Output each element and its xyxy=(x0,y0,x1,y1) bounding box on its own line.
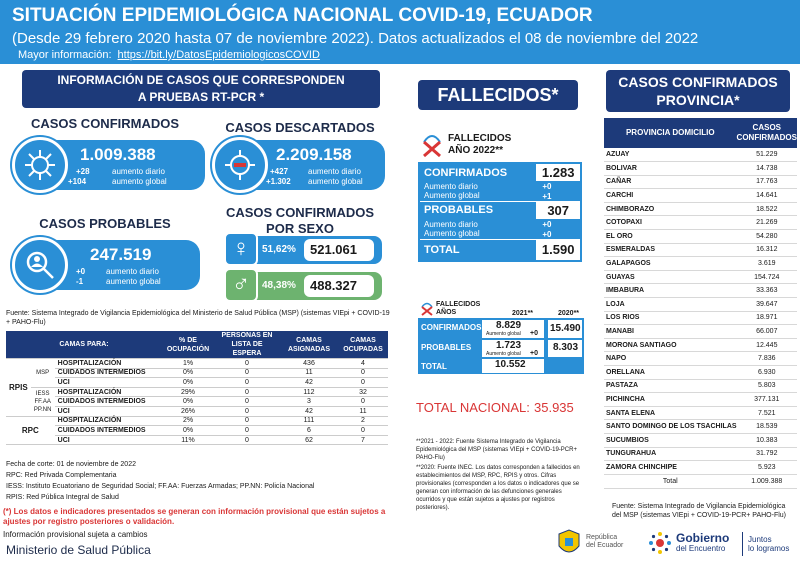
probable-value: 247.519 xyxy=(90,245,152,264)
republica-logo: República del Ecuador xyxy=(586,534,624,549)
province-source: Fuente: Sistema Integrado de Vigilancia Epidemiológica del MSP (sistemas VIEpi + COVID-19-PCR+ PAHO-Flu) xyxy=(612,503,787,519)
header-banner xyxy=(0,0,800,64)
more-info-link[interactable]: https://bit.ly/DatosEpidemiologicosCOVID xyxy=(117,49,320,61)
table-row: BOLIVAR 14.738 xyxy=(604,162,797,176)
table-row: GALAPAGOS 3.619 xyxy=(604,257,797,271)
deaths-title: FALLECIDOS* xyxy=(418,80,578,110)
table-row: CHIMBORAZO 18.522 xyxy=(604,202,797,216)
table-row: PICHINCHA 377.131 xyxy=(604,393,797,407)
confirmed-panel: 1.009.388 +28 aumento diario +104 aumento global xyxy=(40,140,205,190)
virus-icon xyxy=(12,137,68,193)
table-row: MORONA SANTIAGO 12.445 xyxy=(604,338,797,352)
deaths-year-title: FALLECIDOS AÑO 2022** xyxy=(448,133,512,156)
confirmed-value: 1.009.388 xyxy=(80,145,156,164)
table-row: IESS FF.AA PP.NN HOSPITALIZACIÓN 29% 0 112 32 xyxy=(6,387,388,397)
table-row: ZAMORA CHINCHIPE 5.923 xyxy=(604,461,797,475)
table-row: COTOPAXI 21.269 xyxy=(604,216,797,230)
page-title: SITUACIÓN EPIDEMIOLÓGICA NACIONAL COVID-19, ECUADOR xyxy=(12,5,593,26)
discarded-panel: 2.209.158 +427 aumento diario +1.302 aumento global xyxy=(240,140,385,190)
probable-panel: 247.519 +0 aumento diario -1 aumento global xyxy=(40,240,200,290)
page-subtitle: (Desde 29 febrero 2020 hasta 07 de noviembre 2022). Datos actualizados el 08 de noviembre del 2022 xyxy=(12,30,699,47)
deaths-year-table: CONFIRMADOS 1.283 Aumento diario +0 Aumento global +1 PROBABLES 307 Aumento diario +0 Aumento global +0 TOTAL 1.590 xyxy=(418,162,582,262)
discarded-title: CASOS DESCARTADOS xyxy=(225,120,375,135)
province-title: CASOS CONFIRMADOS PROVINCIA* xyxy=(606,70,790,112)
female-panel: 51,62% 521.061 xyxy=(230,236,382,264)
warning-text: (*) Los datos e indicadores presentados se generan con información provisional que están sujetos a ajustes por registro posteriores o validación. xyxy=(3,507,386,526)
source-left: Fuente: Sistema Integrado de Vigilancia Epidemiológica del Ministerio de Salud Pública (MSP) (sistemas VIEpi + COVID-19 + PAHO-Flu) xyxy=(6,310,390,326)
cross-icon-small xyxy=(420,300,434,316)
provisional-note: Información provisional sujeta a cambios xyxy=(3,530,148,539)
table-row: CUIDADOS INTERMEDIOS 0% 0 6 0 xyxy=(6,426,388,436)
confirmed-title: CASOS CONFIRMADOS xyxy=(30,116,180,131)
table-row: EL ORO 54.280 xyxy=(604,230,797,244)
table-row: PASTAZA 5.803 xyxy=(604,379,797,393)
male-panel: 48,38% 488.327 xyxy=(230,272,382,300)
deaths-note-2: **2020: Fuente INEC. Los datos corresponden a fallecidos en establecimientos del MSP, RPC, RPIS y otros. Cifras provisionales (corresponden a los datos o indicadores que se generan con información de las defunciones generales ocurridos y que están sujetos a ajustes por registros posteriores). xyxy=(416,465,580,511)
table-row: UCI 0% 0 42 0 xyxy=(6,378,388,388)
probable-title: CASOS PROBABLES xyxy=(39,216,171,231)
table-row: CUIDADOS INTERMEDIOS 0% 0 11 0 xyxy=(6,368,388,378)
table-row: UCI 11% 0 62 7 xyxy=(6,435,388,445)
province-table: PROVINCIA DOMICILIO CASOS CONFIRMADOS AZUAY 51.229 BOLIVAR 14.738 CAÑAR 17.763 CARCHI 14.641 CHIMBORAZO 18.522 COTOPAXI 21.269 EL ORO 54.280 ESMERALDAS 16.312 GALAPAGOS 3.619 GUAYAS 154.724 IMBABURA 33.363 LOJA 39.647 LOS RIOS 18.971 MANABI 66.007 MORONA SANTIAGO 12.445 NAPO 7.836 ORELLANA 6.930 PASTAZA 5.803 PICHINCHA 377.131 SANTA ELENA 7.521 SANTO DOMINGO DE LOS TSACHILAS 18.539 SUCUMBIOS 10.383 TUNGURAHUA 31.792 ZAMORA CHINCHIPE 5.923 Total 1.009.388 xyxy=(604,118,797,489)
table-row: SUCUMBIOS 10.383 xyxy=(604,433,797,447)
gobierno-logo: Gobierno del Encuentro xyxy=(676,531,730,553)
table-row: CAÑAR 17.763 xyxy=(604,175,797,189)
gobierno-logo-icon xyxy=(647,530,673,556)
table-row: AZUAY 51.229 xyxy=(604,148,797,162)
table-row: RPIS MSP HOSPITALIZACIÓN 1% 0 436 4 xyxy=(6,359,388,369)
national-total-value: 35.935 xyxy=(534,400,574,415)
table-row: LOJA 39.647 xyxy=(604,298,797,312)
beds-table: CAMAS PARA: % DE OCUPACIÓN PERSONAS EN LISTA DE ESPERA CAMAS ASIGNADAS CAMAS OCUPADAS RPIS MSP HOSPITALIZACIÓN 1% 0 436 4 CUIDADOS INTERMEDIOS 0% 0 11 0 UCI 0% 0 42 0 IESS FF.AA PP.NN HOSPITALIZACIÓN 29% 0 112 32 CUIDADOS INTERMEDIOS 0% 0 3 0 UCI 26% 0 42 11 RPC HOSPITALIZACIÓN 2% 0 111 2 CUIDADOS INTERMEDIOS 0% 0 6 0 UCI 11% 0 62 7 xyxy=(6,331,388,445)
juntos-logo: Juntos lo logramos xyxy=(748,535,790,553)
more-info: Mayor información: https://bit.ly/DatosEpidemiologicosCOVID xyxy=(18,49,320,61)
table-row: MANABI 66.007 xyxy=(604,325,797,339)
national-total-label: TOTAL NACIONAL: xyxy=(416,400,530,415)
discarded-icon xyxy=(212,137,268,193)
table-row: CUIDADOS INTERMEDIOS 0% 0 3 0 xyxy=(6,397,388,407)
table-row: SANTA ELENA 7.521 xyxy=(604,406,797,420)
notes: Fecha de corte: 01 de noviembre de 2022 RPC: Red Privada Complementaria IESS: Instituto Ecuatoriano de Seguridad Social; FF.AA: Fuerzas Armadas; PP.NN: Policía Nacional RPIS: Red Pública Integral de Salud xyxy=(6,461,315,501)
deaths-years-title: FALLECIDOS AÑOS xyxy=(436,301,481,316)
ministry-name: Ministerio de Salud Pública xyxy=(6,543,151,557)
table-row: NAPO 7.836 xyxy=(604,352,797,366)
female-icon: ♀ xyxy=(224,232,258,266)
discarded-value: 2.209.158 xyxy=(276,145,352,164)
table-row: ORELLANA 6.930 xyxy=(604,366,797,380)
table-row: GUAYAS 154.724 xyxy=(604,270,797,284)
male-icon: ♂ xyxy=(224,268,258,302)
ecuador-coat-of-arms-icon xyxy=(556,528,582,558)
table-row: IMBABURA 33.363 xyxy=(604,284,797,298)
table-row: RPC HOSPITALIZACIÓN 2% 0 111 2 xyxy=(6,416,388,426)
cross-icon xyxy=(420,130,444,158)
table-row: CARCHI 14.641 xyxy=(604,189,797,203)
table-row: ESMERALDAS 16.312 xyxy=(604,243,797,257)
table-row: LOS RIOS 18.971 xyxy=(604,311,797,325)
table-row: TUNGURAHUA 31.792 xyxy=(604,447,797,461)
magnifier-person-icon xyxy=(12,237,68,293)
sex-title: CASOS CONFIRMADOS POR SEXO xyxy=(225,205,375,236)
table-row: UCI 26% 0 42 11 xyxy=(6,406,388,416)
table-row: SANTO DOMINGO DE LOS TSACHILAS 18.539 xyxy=(604,420,797,434)
deaths-note-1: **2021 - 2022: Fuente Sistema Integrado de Vigilancia Epidemiológica del MSP (sistemas VIEpi + COVID-19-PCR+ PAHO-Flu) xyxy=(416,439,577,461)
rtpcr-title: INFORMACIÓN DE CASOS QUE CORRESPONDEN A PRUEBAS RT-PCR * xyxy=(22,70,380,108)
